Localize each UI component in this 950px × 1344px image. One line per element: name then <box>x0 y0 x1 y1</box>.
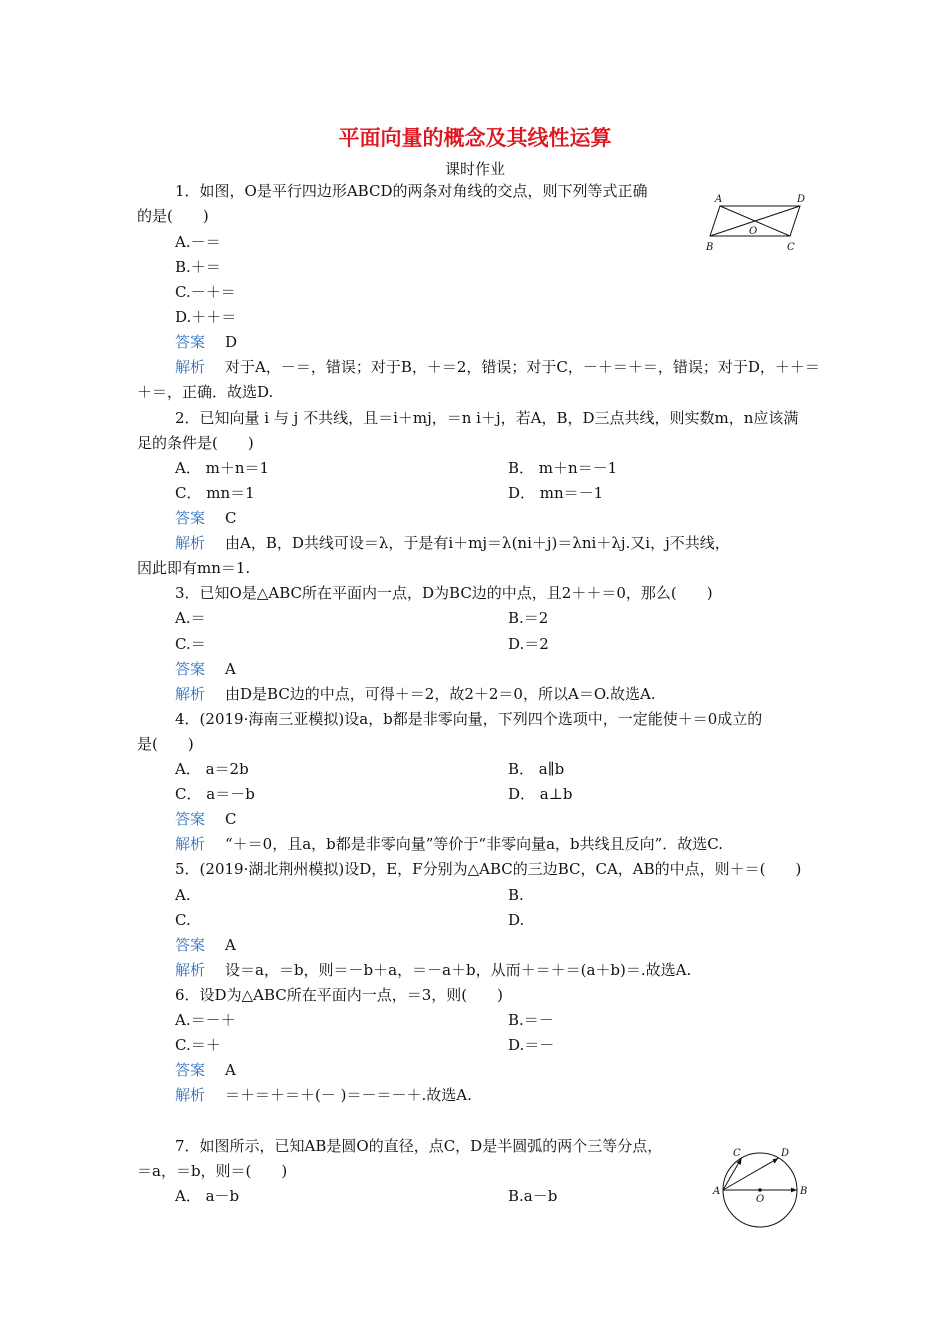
q1-option-d: D.＋＋＝ <box>175 308 237 326</box>
q3-answer-label: 答案 <box>175 660 206 678</box>
q1-option-c: C.－＋＝ <box>175 283 236 301</box>
q7-stem-line2: ＝a，＝b，则＝( ) <box>137 1162 288 1180</box>
q3-analysis-label: 解析 <box>175 685 206 703</box>
q6-option-d: D.＝－ <box>508 1036 555 1054</box>
q1-answer: D <box>225 333 238 351</box>
q4-stem-line2: 是( ) <box>137 735 194 753</box>
q2-analysis-line2: 因此即有mn＝1. <box>137 559 251 577</box>
q6-option-b: B.＝－ <box>508 1011 554 1029</box>
q5-answer: A <box>225 936 236 954</box>
q5-stem: 5．(2019·湖北荆州模拟)设D，E，F分别为△ABC的三边BC，CA，AB的中点，则＋＝( ) <box>175 860 802 878</box>
q1-analysis-label: 解析 <box>175 358 206 376</box>
q2-option-c: C． mn＝1 <box>175 484 255 502</box>
q5-analysis-label: 解析 <box>175 961 206 979</box>
fig2-label-a: A <box>713 1186 721 1197</box>
page-subtitle: 课时作业 <box>444 160 505 178</box>
fig2-label-b: B <box>800 1186 808 1197</box>
page-title: 平面向量的概念及其线性运算 <box>338 126 612 150</box>
q2-option-d: D． mn＝－1 <box>508 484 604 502</box>
parallelogram-figure <box>700 188 815 256</box>
q7-stem-line1: 7．如图所示，已知AB是圆O的直径，点C，D是半圆弧的两个三等分点， <box>175 1137 663 1155</box>
q6-option-c: C.＝＋ <box>175 1036 221 1054</box>
q1-stem-line1: 1．如图，O是平行四边形ABCD的两条对角线的交点，则下列等式正确 <box>175 182 648 200</box>
q3-option-a: A.＝ <box>175 609 206 627</box>
q2-analysis-line1: 由A，B，D共线可设＝λ，于是有i＋mj＝λ(ni＋j)＝λni＋λj.又i，j不共线， <box>225 534 730 552</box>
q3-option-b: B.＝2 <box>508 609 549 627</box>
q2-option-a: A． m＋n＝1 <box>175 459 270 477</box>
q7-option-b: B.a－b <box>508 1187 558 1205</box>
q3-option-d: D.＝2 <box>508 635 549 653</box>
q5-option-b: B. <box>508 886 524 904</box>
fig1-label-c: C <box>787 242 795 253</box>
q4-option-d: D． a⊥b <box>508 785 573 803</box>
q5-option-d: D. <box>508 911 525 929</box>
q2-option-b: B． m＋n＝－1 <box>508 459 618 477</box>
q3-option-c: C.＝ <box>175 635 206 653</box>
fig1-label-d: D <box>797 194 806 205</box>
fig2-label-o: O <box>756 1194 765 1205</box>
q4-answer-label: 答案 <box>175 810 206 828</box>
fig1-label-a: A <box>715 194 723 205</box>
q2-answer: C <box>225 509 237 527</box>
q4-analysis-label: 解析 <box>175 835 206 853</box>
q2-stem-line2: 足的条件是( ) <box>137 434 254 452</box>
fig2-label-c: C <box>733 1148 741 1159</box>
q7-option-a: A． a－b <box>175 1187 240 1205</box>
q4-analysis: “＋＝0，且a，b都是非零向量”等价于“非零向量a，b共线且反向”．故选C. <box>225 835 724 853</box>
q2-answer-label: 答案 <box>175 509 206 527</box>
fig2-label-d: D <box>781 1148 790 1159</box>
q4-answer: C <box>225 810 237 828</box>
q3-analysis: 由D是BC边的中点，可得＋＝2，故2＋2＝0，所以A＝O.故选A. <box>225 685 656 703</box>
q6-answer: A <box>225 1061 236 1079</box>
q3-answer: A <box>225 660 236 678</box>
q4-option-b: B． a∥b <box>508 760 565 778</box>
q1-option-b: B.＋＝ <box>175 258 221 276</box>
q5-answer-label: 答案 <box>175 936 206 954</box>
q2-stem-line1: 2．已知向量 i 与 j 不共线，且＝i＋mj，＝n i＋j，若A，B，D三点共线，则实数m，n应该满 <box>175 409 799 427</box>
q6-analysis-label: 解析 <box>175 1086 206 1104</box>
q1-analysis-line2: ＋＝，正确．故选D. <box>137 383 274 401</box>
q6-option-a: A.＝－＋ <box>175 1011 236 1029</box>
q4-option-a: A． a＝2b <box>175 760 249 778</box>
q5-option-c: C. <box>175 911 191 929</box>
fig1-label-o: O <box>749 226 758 237</box>
q2-analysis-label: 解析 <box>175 534 206 552</box>
q1-option-a: A.－＝ <box>175 233 221 251</box>
q3-stem: 3．已知O是△ABC所在平面内一点，D为BC边的中点，且2＋＋＝0，那么( ) <box>175 584 713 602</box>
q1-analysis-line1: 对于A，－＝，错误；对于B，＋＝2，错误；对于C，－＋＝＋＝，错误；对于D，＋＋＝ <box>225 358 820 376</box>
circle-figure <box>705 1140 815 1232</box>
q4-stem-line1: 4．(2019·海南三亚模拟)设a，b都是非零向量，下列四个选项中，一定能使＋＝0成立的 <box>175 710 763 728</box>
q6-answer-label: 答案 <box>175 1061 206 1079</box>
q1-stem-line2: 的是( ) <box>137 207 209 225</box>
q5-option-a: A. <box>175 886 191 904</box>
fig1-label-b: B <box>706 242 714 253</box>
q1-answer-label: 答案 <box>175 333 206 351</box>
q6-analysis: ＝＋＝＋＝＋(－ )＝－＝－＋.故选A. <box>225 1086 472 1104</box>
q6-stem: 6．设D为△ABC所在平面内一点，＝3，则( ) <box>175 986 503 1004</box>
q4-option-c: C． a＝－b <box>175 785 255 803</box>
q5-analysis: 设＝a，＝b，则＝－b＋a，＝－a＋b，从而＋＝＋＝(a＋b)＝.故选A. <box>225 961 692 979</box>
